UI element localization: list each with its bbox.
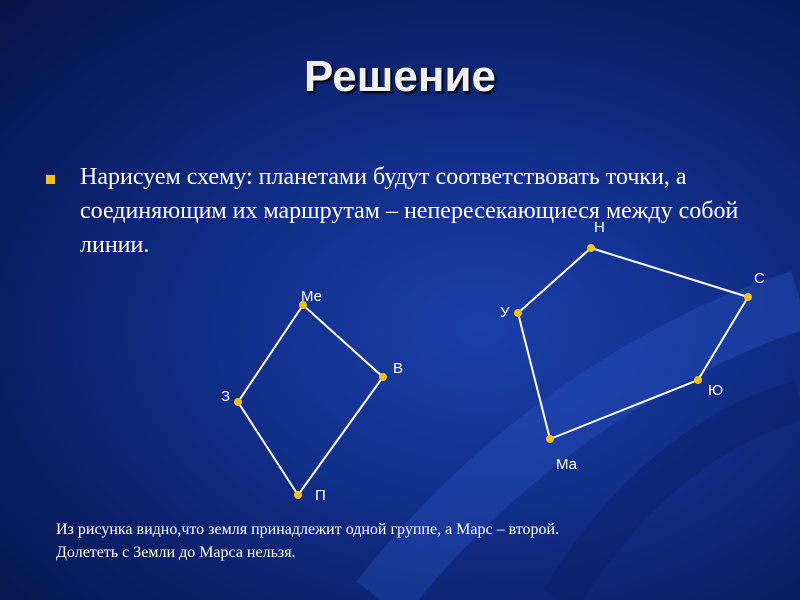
edge-p-z bbox=[238, 402, 298, 495]
label-p: П bbox=[315, 487, 326, 504]
edge-ma-u bbox=[518, 313, 550, 439]
label-z: З bbox=[221, 388, 231, 405]
bullet-text: Нарисуем схему: планетами будут соответствовать точки, а соединяющим их маршрутам – непересекающиеся между собой линии. bbox=[80, 164, 739, 258]
edge-u-n bbox=[518, 248, 591, 313]
point-s bbox=[744, 293, 752, 301]
label-ma: Ма bbox=[556, 456, 578, 473]
edge-z-me bbox=[238, 305, 303, 402]
edge-v-p bbox=[298, 377, 383, 495]
edge-s-yu bbox=[698, 297, 748, 380]
point-v bbox=[379, 373, 387, 381]
point-p bbox=[294, 491, 302, 499]
point-ma bbox=[546, 435, 554, 443]
point-n bbox=[587, 244, 595, 252]
slide-title: Решение bbox=[304, 52, 496, 101]
label-u: У bbox=[500, 304, 510, 321]
point-z bbox=[234, 398, 242, 406]
label-yu: Ю bbox=[708, 382, 724, 399]
point-u bbox=[514, 309, 522, 317]
label-me: Ме bbox=[301, 288, 323, 305]
label-n: Н bbox=[594, 219, 605, 236]
label-v: В bbox=[393, 360, 404, 377]
edge-yu-ma bbox=[550, 380, 698, 439]
edge-me-v bbox=[303, 305, 383, 377]
label-s: С bbox=[754, 270, 765, 287]
conclusion-text bbox=[56, 518, 756, 564]
point-yu bbox=[694, 376, 702, 384]
conclusion-line-1: Из рисунка видно,что земля принадлежит одной группе, а Марс – второй. bbox=[56, 521, 560, 538]
edge-n-s bbox=[591, 248, 748, 297]
conclusion-line-2: Долететь с Земли до Марса нельзя. bbox=[56, 544, 296, 561]
